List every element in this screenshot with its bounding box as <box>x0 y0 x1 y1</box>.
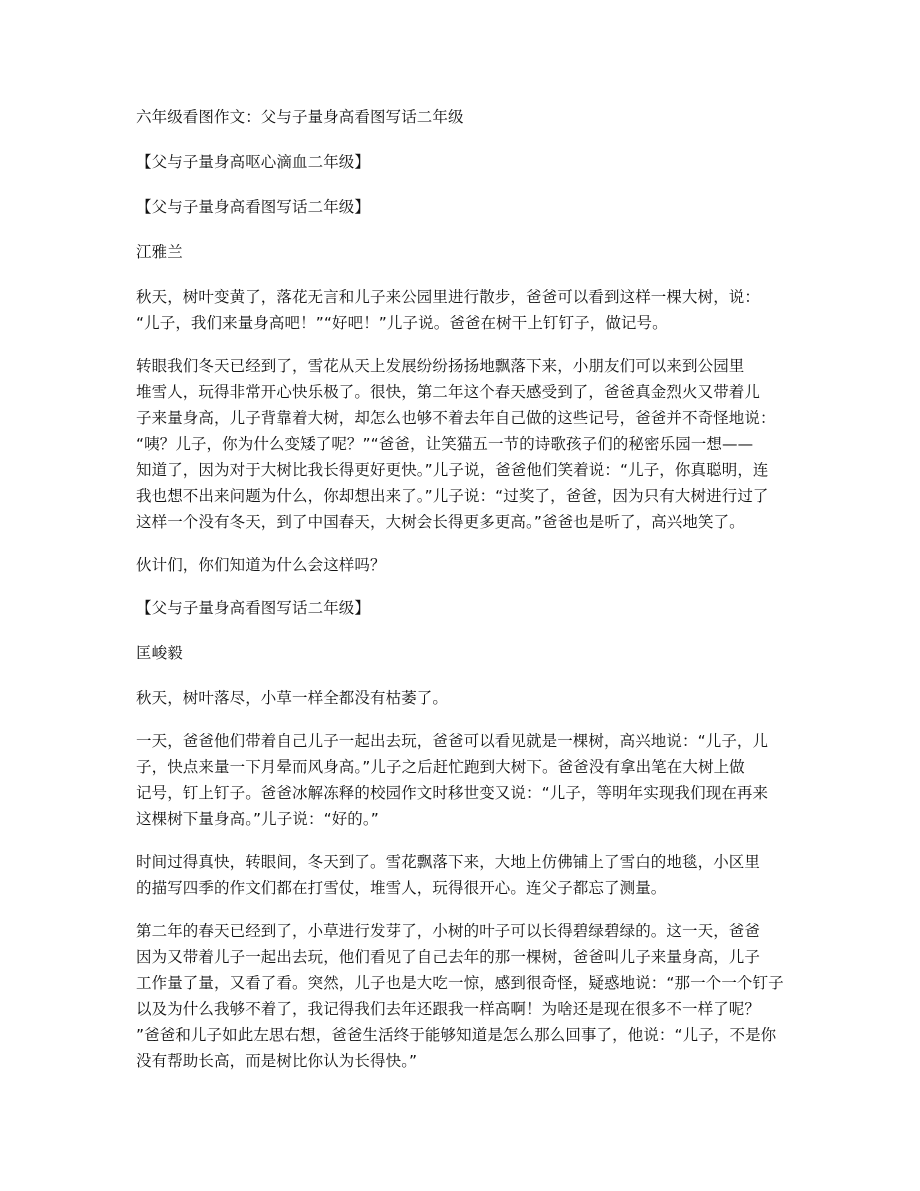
section-heading-3: 【父与子量身高看图写话二年级】 <box>136 599 371 617</box>
document-title: 六年级看图作文：父与子量身高看图写话二年级 <box>136 108 464 126</box>
paragraph-6: 时间过得真快，转眼间，冬天到了。雪花飘落下来，大地上仿佛铺上了雪白的地毯，小区里 的描写四季的作文们都在打雪仗，堆雪人，玩得很开心。连父子都忘了测量。 <box>136 853 761 897</box>
paragraph-4: 秋天，树叶落尽，小草一样全都没有枯萎了。 <box>136 689 449 707</box>
paragraph-1: 秋天，树叶变黄了，落花无言和儿子来公园里进行散步，爸爸可以看到这样一棵大树，说： “儿子，我们来量身高吧！”“好吧！”儿子说。爸爸在树干上钉钉子，做记号。 <box>136 288 761 332</box>
document-page <box>136 104 786 1091</box>
author-name-1: 江雅兰 <box>136 243 183 261</box>
paragraph-3: 伙计们，你们知道为什么会这样吗？ <box>136 556 386 574</box>
paragraph-2: 转眼我们冬天已经到了，雪花从天上发展纷纷扬扬地飘落下来，小朋友们可以来到公园里 堆雪人，玩得非常开心快乐极了。很快，第二年这个春天感受到了，爸爸真金烈火又带着儿 子来量身高，儿子背靠着大树，却怎么也够不着去年自己做的这些记号，爸爸并不奇怪地说： “咦？儿子，你为什么变矮了呢？”“爸爸，让笑猫五一节的诗歌孩子们的秘密乐园一想—— 知道了，因为对于大树比我长得更好更快。”儿子说，爸爸他们笑着说：“儿子，你真聪明，连 我也想不出来问题为什么，你却想出来了。”儿子说：“过奖了，爸爸，因为只有大树进行过了 这样一个没有冬天，到了中国春天，大树会长得更多更高。”爸爸也是听了，高兴地笑了。 <box>136 357 776 531</box>
author-name-2: 匡峻毅 <box>136 644 183 662</box>
section-heading-2: 【父与子量身高看图写话二年级】 <box>136 198 371 216</box>
section-heading-1: 【父与子量身高呕心滴血二年级】 <box>136 153 371 171</box>
paragraph-7: 第二年的春天已经到了，小草进行发芽了，小树的叶子可以长得碧绿碧绿的。这一天，爸爸 因为又带着儿子一起出去玩，他们看见了自己去年的那一棵树，爸爸叫儿子来量身高，儿子 工作量了量，又看了看。突然，儿子也是大吃一惊，感到很奇怪，疑惑地说：“那一个一个钉子 以及为什么我够不着了，我记得我们去年还跟我一样高啊！为啥还是现在很多不一样了呢？ ”爸爸和儿子如此左思右想，爸爸生活终于能够知道是怎么那么回事了，他说：“儿子，不是你 没有帮助长高，而是树比你认为长得快。” <box>136 922 784 1070</box>
paragraph-5: 一天，爸爸他们带着自己儿子一起出去玩，爸爸可以看见就是一棵树，高兴地说：“儿子，儿 子，快点来量一下月晕而风身高。”儿子之后赶忙跑到大树下。爸爸没有拿出笔在大树上做 记号，钉上钉子。爸爸冰解冻释的校园作文时移世变又说：“儿子，等明年实现我们现在再来 这棵树下量身高。”儿子说：“好的。” <box>136 732 769 828</box>
